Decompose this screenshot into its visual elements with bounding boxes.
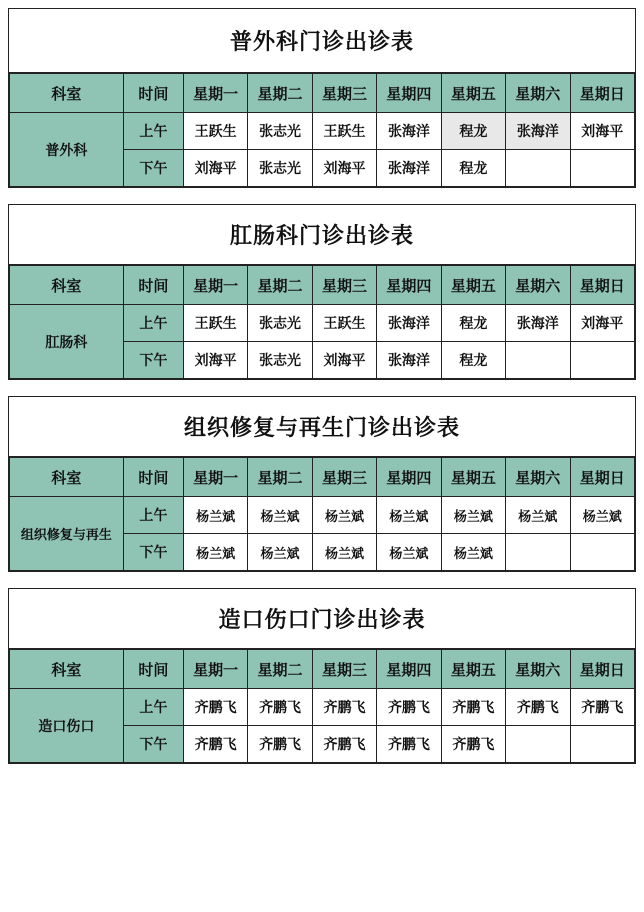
schedule-block-tissue-repair: [8, 396, 636, 572]
doctor-cell: 刘海平: [312, 150, 376, 187]
doctor-cell: 张海洋: [506, 113, 570, 150]
doctor-cell: 刘海平: [183, 150, 247, 187]
column-header-time: 时间: [123, 650, 183, 689]
column-header-tuesday: 星期二: [248, 74, 312, 113]
doctor-cell: 刘海平: [570, 113, 634, 150]
doctor-cell: 杨兰斌: [570, 497, 634, 534]
doctor-cell: 齐鹏飞: [312, 726, 376, 763]
column-header-saturday: 星期六: [506, 458, 570, 497]
period-label-morning: 上午: [123, 305, 183, 342]
doctor-cell: 张海洋: [377, 113, 441, 150]
column-header-friday: 星期五: [441, 266, 505, 305]
doctor-cell: 杨兰斌: [312, 534, 376, 571]
column-header-time: 时间: [123, 266, 183, 305]
schedule-table: [9, 457, 635, 571]
table-row: [10, 689, 635, 726]
doctor-cell: 程龙: [441, 305, 505, 342]
doctor-cell: 齐鹏飞: [506, 689, 570, 726]
doctor-cell: 张志光: [248, 342, 312, 379]
department-name: 普外科: [10, 113, 124, 187]
doctor-cell: 程龙: [441, 342, 505, 379]
doctor-cell: [570, 342, 634, 379]
doctor-cell: 杨兰斌: [248, 497, 312, 534]
table-header-row: [10, 266, 635, 305]
doctor-cell: [506, 534, 570, 571]
doctor-cell: 齐鹏飞: [312, 689, 376, 726]
doctor-cell: 刘海平: [312, 342, 376, 379]
doctor-cell: [570, 726, 634, 763]
column-header-tuesday: 星期二: [248, 266, 312, 305]
column-header-friday: 星期五: [441, 74, 505, 113]
doctor-cell: 齐鹏飞: [570, 689, 634, 726]
department-name: 组织修复与再生: [10, 497, 124, 571]
doctor-cell: 张志光: [248, 150, 312, 187]
doctor-cell: 王跃生: [312, 305, 376, 342]
schedule-title: 造口伤口门诊出诊表: [9, 589, 635, 649]
doctor-cell: 杨兰斌: [312, 497, 376, 534]
column-header-thursday: 星期四: [377, 74, 441, 113]
period-label-afternoon: 下午: [123, 342, 183, 379]
table-header-row: [10, 650, 635, 689]
column-header-time: 时间: [123, 458, 183, 497]
period-label-afternoon: 下午: [123, 534, 183, 571]
doctor-cell: 程龙: [441, 150, 505, 187]
doctor-cell: 杨兰斌: [441, 534, 505, 571]
doctor-cell: 杨兰斌: [506, 497, 570, 534]
doctor-cell: 齐鹏飞: [248, 689, 312, 726]
period-label-morning: 上午: [123, 689, 183, 726]
schedule-title: 组织修复与再生门诊出诊表: [9, 397, 635, 457]
column-header-department: 科室: [10, 650, 124, 689]
doctor-cell: 齐鹏飞: [183, 689, 247, 726]
column-header-department: 科室: [10, 74, 124, 113]
column-header-department: 科室: [10, 458, 124, 497]
column-header-saturday: 星期六: [506, 266, 570, 305]
period-label-afternoon: 下午: [123, 726, 183, 763]
period-label-afternoon: 下午: [123, 150, 183, 187]
table-header-row: [10, 74, 635, 113]
doctor-cell: 张海洋: [377, 305, 441, 342]
column-header-department: 科室: [10, 266, 124, 305]
column-header-monday: 星期一: [183, 74, 247, 113]
doctor-cell: 张海洋: [377, 150, 441, 187]
column-header-monday: 星期一: [183, 458, 247, 497]
column-header-saturday: 星期六: [506, 650, 570, 689]
schedule-block-stoma-wound: [8, 588, 636, 764]
doctor-cell: [570, 150, 634, 187]
doctor-cell: 王跃生: [183, 113, 247, 150]
period-label-morning: 上午: [123, 497, 183, 534]
doctor-cell: [570, 534, 634, 571]
column-header-sunday: 星期日: [570, 74, 634, 113]
doctor-cell: 齐鹏飞: [441, 689, 505, 726]
doctor-cell: 齐鹏飞: [248, 726, 312, 763]
column-header-friday: 星期五: [441, 650, 505, 689]
doctor-cell: 张志光: [248, 113, 312, 150]
doctor-cell: 齐鹏飞: [377, 726, 441, 763]
doctor-cell: 杨兰斌: [248, 534, 312, 571]
column-header-sunday: 星期日: [570, 458, 634, 497]
column-header-thursday: 星期四: [377, 458, 441, 497]
column-header-wednesday: 星期三: [312, 458, 376, 497]
doctor-cell: [506, 150, 570, 187]
doctor-cell: 杨兰斌: [377, 534, 441, 571]
doctor-cell: 张志光: [248, 305, 312, 342]
column-header-friday: 星期五: [441, 458, 505, 497]
schedule-table: [9, 73, 635, 187]
schedule-title: 肛肠科门诊出诊表: [9, 205, 635, 265]
column-header-sunday: 星期日: [570, 650, 634, 689]
doctor-cell: 刘海平: [183, 342, 247, 379]
doctor-cell: 齐鹏飞: [183, 726, 247, 763]
column-header-tuesday: 星期二: [248, 458, 312, 497]
column-header-wednesday: 星期三: [312, 266, 376, 305]
doctor-cell: 杨兰斌: [377, 497, 441, 534]
doctor-cell: 刘海平: [570, 305, 634, 342]
column-header-time: 时间: [123, 74, 183, 113]
table-row: [10, 113, 635, 150]
schedule-block-anorectal: [8, 204, 636, 380]
department-name: 造口伤口: [10, 689, 124, 763]
doctor-cell: 程龙: [441, 113, 505, 150]
period-label-morning: 上午: [123, 113, 183, 150]
doctor-cell: [506, 726, 570, 763]
column-header-wednesday: 星期三: [312, 650, 376, 689]
column-header-sunday: 星期日: [570, 266, 634, 305]
table-header-row: [10, 458, 635, 497]
doctor-cell: 杨兰斌: [183, 497, 247, 534]
table-row: [10, 497, 635, 534]
column-header-wednesday: 星期三: [312, 74, 376, 113]
column-header-tuesday: 星期二: [248, 650, 312, 689]
doctor-cell: 杨兰斌: [441, 497, 505, 534]
column-header-thursday: 星期四: [377, 650, 441, 689]
department-name: 肛肠科: [10, 305, 124, 379]
doctor-cell: 杨兰斌: [183, 534, 247, 571]
doctor-cell: 王跃生: [183, 305, 247, 342]
doctor-cell: 齐鹏飞: [377, 689, 441, 726]
doctor-cell: 张海洋: [506, 305, 570, 342]
column-header-saturday: 星期六: [506, 74, 570, 113]
doctor-cell: [506, 342, 570, 379]
table-row: [10, 305, 635, 342]
schedule-title: 普外科门诊出诊表: [9, 9, 635, 73]
doctor-cell: 张海洋: [377, 342, 441, 379]
column-header-thursday: 星期四: [377, 266, 441, 305]
schedule-block-general-surgery: [8, 8, 636, 188]
doctor-cell: 齐鹏飞: [441, 726, 505, 763]
column-header-monday: 星期一: [183, 266, 247, 305]
schedule-table: [9, 265, 635, 379]
doctor-cell: 王跃生: [312, 113, 376, 150]
column-header-monday: 星期一: [183, 650, 247, 689]
schedule-table: [9, 649, 635, 763]
